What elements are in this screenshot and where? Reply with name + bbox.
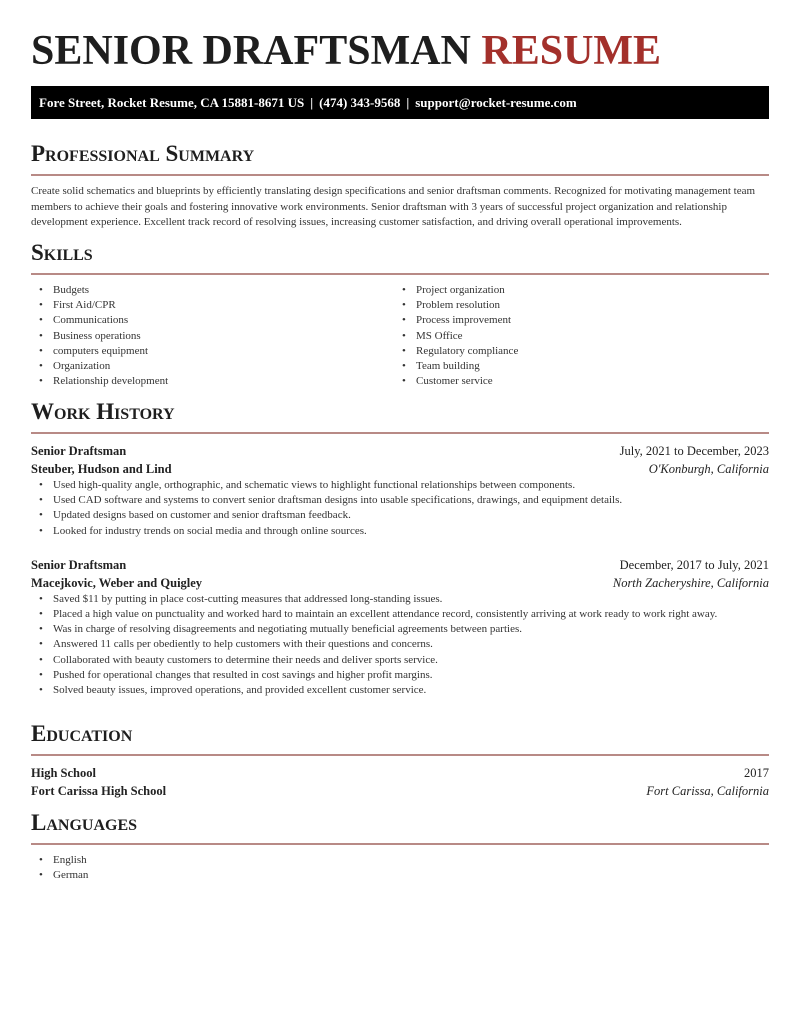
job-dates: December, 2017 to July, 2021 bbox=[619, 557, 769, 572]
skill-item: • Team building bbox=[394, 359, 757, 374]
job-header bbox=[31, 442, 769, 460]
job-bullet: • Placed a high value on punctuality and worked hard to maintain an excellent attendance record, consistently arriving at work ready to work right away. bbox=[31, 607, 769, 622]
section-divider bbox=[31, 174, 769, 176]
resume-title bbox=[31, 0, 769, 74]
job-subheader bbox=[31, 460, 769, 478]
job-bullet: • Saved $11 by putting in place cost-cutting measures that addressed long-standing issues. bbox=[31, 592, 769, 607]
job-bullet: • Solved beauty issues, improved operations, and provided excellent customer service. bbox=[31, 683, 769, 698]
contact-address: Fore Street, Rocket Resume, CA 15881-8671 US bbox=[39, 95, 305, 110]
section-heading: Skills bbox=[31, 240, 93, 265]
education-header bbox=[31, 764, 769, 782]
skill-item: • Relationship development bbox=[31, 374, 394, 389]
contact-email: support@rocket-resume.com bbox=[415, 95, 577, 110]
job-title: Senior Draftsman bbox=[31, 557, 127, 572]
job-bullet: • Used high-quality angle, orthographic, and schematic views to highlight functional relationships between components. bbox=[31, 478, 769, 493]
summary-section bbox=[31, 140, 769, 242]
job-bullet: • Pushed for operational changes that resulted in cost savings and higher profit margins. bbox=[31, 668, 769, 683]
section-heading: Languages bbox=[31, 810, 138, 835]
job-bullet: • Used CAD software and systems to convert senior draftsman designs into usable specifications, drawings, and equipment details. bbox=[31, 493, 769, 508]
section-heading: Professional Summary bbox=[31, 141, 255, 166]
skill-item: • Customer service bbox=[394, 374, 757, 389]
language-item: • English bbox=[31, 853, 769, 868]
language-item: • German bbox=[31, 868, 769, 883]
job-entry bbox=[31, 556, 769, 698]
skill-item: • MS Office bbox=[394, 329, 757, 344]
job-company: Macejkovic, Weber and Quigley bbox=[31, 575, 203, 590]
skills-list bbox=[31, 283, 769, 389]
skills-column-right bbox=[394, 283, 757, 389]
skill-item: • Communications bbox=[31, 313, 394, 328]
skill-item: • Business operations bbox=[31, 329, 394, 344]
contact-bar bbox=[31, 86, 769, 119]
education-entry bbox=[31, 764, 769, 800]
section-divider bbox=[31, 843, 769, 845]
skills-column-left bbox=[31, 283, 394, 389]
skill-item: • computers equipment bbox=[31, 344, 394, 359]
skill-item: • Project organization bbox=[394, 283, 757, 298]
section-divider bbox=[31, 273, 769, 275]
languages-section bbox=[31, 809, 769, 883]
school-name: Fort Carissa High School bbox=[31, 784, 167, 798]
job-dates: July, 2021 to December, 2023 bbox=[619, 444, 769, 458]
title-accent: RESUME bbox=[481, 28, 662, 74]
job-bullet: • Was in charge of resolving disagreements and negotiating mutually beneficial agreements between parties. bbox=[31, 622, 769, 637]
job-bullet: • Updated designs based on customer and senior draftsman feedback. bbox=[31, 508, 769, 523]
job-location: North Zacheryshire, California bbox=[612, 575, 769, 590]
section-heading: Education bbox=[31, 721, 133, 746]
job-company: Steuber, Hudson and Lind bbox=[31, 462, 172, 476]
work-history-section bbox=[31, 398, 769, 698]
skill-item: • Problem resolution bbox=[394, 298, 757, 313]
separator: | bbox=[406, 95, 410, 110]
job-entry bbox=[31, 442, 769, 539]
job-bullet: • Collaborated with beauty customers to determine their needs and deliver sports service. bbox=[31, 653, 769, 668]
job-title: Senior Draftsman bbox=[31, 444, 127, 458]
title-main: SENIOR DRAFTSMAN bbox=[31, 28, 471, 74]
graduation-year: 2017 bbox=[744, 766, 769, 780]
resume-page bbox=[31, 0, 769, 882]
summary-text: Create solid schematics and blueprints by efficiently translating design specifications and senior draftsman comments. Recognized for motivating management team members to achieve their goals and fostering innovative work environments. Senior draftsman with 3 years of successful project organization and relationship development experience. Excellent track record of resolving issues, increasing customer satisfaction, and driving overall operational improvements. bbox=[31, 185, 756, 228]
job-bullets bbox=[31, 592, 769, 698]
skill-item: • Regulatory compliance bbox=[394, 344, 757, 359]
contact-phone: (474) 343-9568 bbox=[319, 95, 401, 110]
job-bullets bbox=[31, 478, 769, 539]
skills-section bbox=[31, 239, 769, 389]
skill-item: • Budgets bbox=[31, 283, 394, 298]
section-heading: Work History bbox=[31, 399, 175, 424]
degree: High School bbox=[31, 766, 96, 780]
skill-item: • First Aid/CPR bbox=[31, 298, 394, 313]
skill-item: • Process improvement bbox=[394, 313, 757, 328]
job-location: O'Konburgh, California bbox=[648, 462, 769, 476]
job-bullet: • Looked for industry trends on social media and through online sources. bbox=[31, 524, 769, 539]
school-location: Fort Carissa, California bbox=[646, 784, 769, 798]
languages-list bbox=[31, 853, 769, 883]
job-subheader bbox=[31, 574, 769, 592]
education-subheader bbox=[31, 782, 769, 800]
separator: | bbox=[310, 95, 314, 110]
skill-item: • Organization bbox=[31, 359, 394, 374]
section-divider bbox=[31, 432, 769, 434]
job-bullet: • Answered 11 calls per obediently to help customers with their questions and concerns. bbox=[31, 637, 769, 652]
section-divider bbox=[31, 754, 769, 756]
job-header bbox=[31, 556, 769, 574]
education-section bbox=[31, 720, 769, 800]
